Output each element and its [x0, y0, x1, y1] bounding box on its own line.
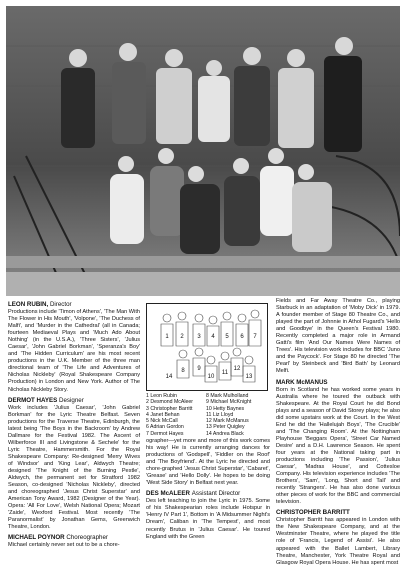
middle-column: [146, 438, 270, 570]
cast-key-diagram: [146, 303, 268, 391]
key-number: 9: [197, 366, 201, 372]
legend-entry: 6 Adrian Gordon: [146, 424, 184, 431]
key-number: 2: [180, 334, 184, 340]
key-number: 7: [253, 334, 257, 340]
credit-name: LEON RUBIN: [8, 301, 47, 308]
cast-key-legend: [146, 393, 266, 437]
credit-heading: [276, 509, 400, 517]
credit-name: MICHAEL POYNOR: [8, 534, 65, 542]
credit-heading: LEON RUBIN, Director: [8, 301, 72, 308]
key-number: 14: [165, 374, 173, 380]
credit-name: DES McALEER: [146, 490, 191, 498]
legend-entry: 4 Janet Behan: [146, 411, 180, 418]
key-number: 11: [221, 370, 229, 376]
legend-entry: 2 Desmond McAleer: [146, 399, 193, 406]
credit-bio: Work includes 'Julius Caesar', 'John Gabriel Borkman' for the Lyric Theatre Belfast. Seven productions for the Traverse Theatre, Edinburgh, the latest being 'The Boys in the Backroom' by Andrew Dallmare for the Festival 1982. The Ascent of Wilberforce III and Livingstone & Sechele' for the Lyric Theatre, Hammersmith. For the Royal Shakespeare Company: Re-designed 'Merry Wives of Windsor' and 'King Lear', Aldwych Theatre; designed 'The Knight of the Burning Pestle', Aldwych, the permanent set for Stratford 1982 Season, co-designed 'Nicholas Nickleby', directed and choreographed 'Jesus Christ Superstar' and American Tony Award, 1982 (Designer of the Year). Opera: 'All For Love', Welsh National Opera; Mozart 'Zaide', Wexford Festival. Most recently 'The Paranormalist' by Jonathan Gems, Greenwich Theatre, London.: [8, 404, 140, 531]
credit-role: Designer: [59, 396, 84, 404]
legend-entry: 8 Mark Mulholland: [206, 393, 249, 399]
right-column: [276, 298, 400, 570]
credit-role: Director: [49, 301, 72, 308]
key-number: 6: [240, 334, 244, 340]
key-number: 4: [211, 334, 215, 340]
credit-bio: Productions include 'Timon of Athens', 'The Man With The Flower in His Mouth', 'Volpone', 'The Duchess of Malfi', and 'Murder in the Cathedral' (all in Canada; fourteen Mediaeval Plays and 'Much Ado About Nothing' (in the U.S.A.), 'Three Sisters', 'Julius Caesar', 'John Gabriel Borkman', 'Speranza's Boy' and 'The Hidden Curriculum' are his most recent productions in the U.K. Member of the three man directional team of 'The Life and Adventures of Nicholas Nickleby' (Royal Shakespeare Company Production) in London and New York. Author of The Nicholas Nickleby Story.: [8, 309, 140, 393]
key-number: 12: [233, 366, 241, 372]
credit-bio: Des left teaching to join the Lyric in 1975. Some of his Shakespearian roles include Hotspur in 'Henry IV Part 1', Bottom in 'A Midsummer Night's Dream', Caliban in 'The Tempest', and most recently Brutus in 'Julius Caesar'. He toured England with the Green: [146, 498, 270, 540]
legend-entry: 13 Peter Quigley: [206, 424, 245, 431]
credit-heading: [146, 490, 270, 498]
legend-entry: 5 Nick McCall: [146, 418, 178, 425]
key-number: 13: [245, 374, 253, 380]
key-number: 5: [225, 334, 229, 340]
legend-entry: 9 Michael McKnight: [206, 399, 252, 406]
cast-photograph: [6, 6, 400, 296]
key-number: 3: [197, 334, 201, 340]
legend-entry: 7 Dermot Hayes: [146, 430, 184, 437]
left-column: [8, 298, 140, 570]
credit-role: Choreographer: [66, 534, 108, 542]
credit-name: MARK McMANUS: [276, 378, 328, 386]
credit-name: CHRISTOPHER BARRITT: [276, 509, 350, 517]
credit-heading: [8, 534, 140, 542]
credit-heading: [8, 397, 140, 405]
legend-entry: 1 Leon Rubin: [146, 393, 177, 399]
credit-name: DERMOT HAYES: [8, 396, 58, 404]
credit-bio: Born in Scotland he has worked some years in Australia where he toured the outback with Shakespeare. At the Royal Court he did Bond plays and a season of David Storey plays; he also did some upstairs work at the Court. In the West End he did the 'Hallelujah Boys', 'The Crucible' and 'The Changing Room'. At the Nottingham Playhouse 'Beggars Opera', 'Street Car Named Desire' and a D.H. Lawrence Season. He spent four years at the National taking part in productions including 'The Passion', 'Julius Caesar', 'Madras House', and Cottesloe Company. His television experience includes 'The Brothers', 'Sam', 'Long, Short and Tall' and recently 'Strangers'. He has also done various other pieces of work for the BBC and commercial television.: [276, 386, 400, 506]
legend-entry: 10 Hetty Baynes: [206, 405, 245, 412]
legend-entry: 11 Liz Lloyd: [206, 411, 234, 418]
key-number: 1: [165, 334, 169, 340]
legend-entry: 3 Christopher Barritt: [146, 405, 193, 412]
credit-bio: Fields and Far Away Theatre Co., playing Starbuck in an adaptation of 'Moby Dick' in 1979. A founder member of Stage 80 Theatre Co., and played the part of Johnnie in Athol Fugard's 'Hello and Goodbye' in the Queen's Festival 1980. Recently completed a major role in Armand Gatti's film 'And Our Names Were Names of Trees'. His television work includes for BBC 'Juno and the Paycock'. For Stage 80 he directed 'The Pearl' by Steinbeck and 'Bird Bath' by Leonard Melfi.: [276, 298, 400, 375]
credit-heading: [276, 379, 400, 387]
legend-entry: 14 Andrea Black: [206, 430, 244, 437]
credit-role: Assistant Director: [191, 490, 241, 498]
legend-entry: 12 Mark McManus: [206, 418, 249, 425]
key-number: 8: [181, 368, 185, 374]
credit-bio: ographer—yet more and more of this work comes his way! He is currently arranging dances for productions of 'Godspell', 'Fiddler on the Roof' and 'The Boyfriend'. At the Lyric he directed and chore-graphed 'Jesus Christ Superstar', 'Cabaret', 'Grease' and 'Hello Dolly'. He hopes to be doing 'West Side Story' in Belfast next year.: [146, 438, 270, 487]
credit-bio: Michael certainly never set out to be a chore-: [8, 542, 120, 549]
credit-bio: Christopher Barritt has appeared in London with the New Shakespeare Company, and at the Westminster Theatre, where he played the title role of 'Francis, Legend of Assisi'. He also appeared with the Ballet Lambert, Library Theatre, Manchester, York Theatre Royal and Glasgow Royal Opera House. He has spent most: [276, 517, 400, 566]
key-number: 10: [207, 374, 215, 380]
